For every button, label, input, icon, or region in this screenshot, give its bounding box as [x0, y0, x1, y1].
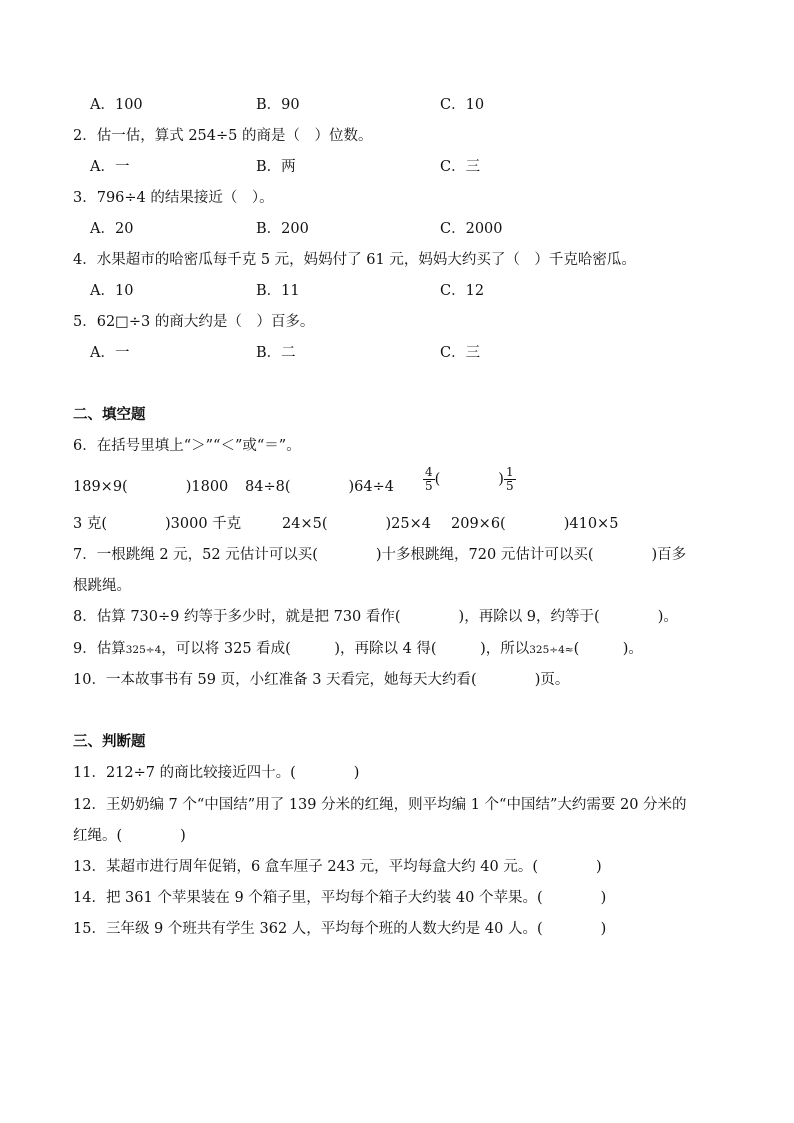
option-c: C．12 [440, 283, 485, 299]
question-12: 12．王奶奶编 7 个“中国结”用了 139 分米的红绳，则平均编 1 个“中国结”大约需要 20 分米的 [73, 797, 687, 813]
question-3: 3．796÷4 的结果接近（ ）。 [73, 190, 274, 206]
denominator: 5 [425, 479, 433, 493]
q1-options [90, 95, 710, 115]
question-7: 7．一根跳绳 2 元，52 元估计可以买( )十多根跳绳，720 元估计可以买( )百多 [73, 547, 687, 563]
option-a: A．100 [90, 97, 143, 113]
question-9 [73, 639, 643, 660]
q9-expression: 325÷4 [125, 644, 162, 656]
option-b: B．两 [256, 159, 296, 175]
q6-item-6: 209×6( )410×5 [451, 516, 619, 532]
question-15: 15．三年级 9 个班共有学生 362 人，平均每个班的人数大约是 40 人。( ) [73, 921, 607, 937]
question-13: 13．某超市进行周年促销，6 盒车厘子 243 元，平均每盒大约 40 元。( ) [73, 859, 602, 875]
denominator: 5 [505, 479, 514, 493]
question-7-cont: 根跳绳。 [73, 578, 131, 594]
question-11: 11．212÷7 的商比较接近四十。( ) [73, 765, 360, 781]
option-c: C．10 [440, 97, 485, 113]
option-c: C．2000 [440, 221, 503, 237]
q6-item-3 [423, 466, 516, 493]
option-a: A．一 [90, 159, 130, 175]
q5-options [90, 343, 710, 363]
question-4: 4．水果超市的哈密瓜每千克 5 元，妈妈付了 61 元，妈妈大约买了（ ）千克哈密瓜。 [73, 252, 636, 268]
option-c: C．三 [440, 345, 481, 361]
q3-options [90, 219, 710, 239]
q6-item-1: 189×9( )1800 [73, 479, 229, 495]
q6-item-5: 24×5( )25×4 [282, 516, 431, 532]
q6-item-2: 84÷8( )64÷4 [245, 479, 394, 495]
option-b: B．90 [256, 97, 300, 113]
option-a: A．10 [90, 283, 134, 299]
q9-approx-expression: 325÷4≈ [529, 644, 574, 656]
fraction-four-fifths [423, 466, 435, 493]
option-a: A．一 [90, 345, 130, 361]
option-b: B．200 [256, 221, 309, 237]
question-12-cont: 红绳。( ) [73, 828, 186, 844]
numerator: 4 [425, 465, 433, 479]
question-10: 10．一本故事书有 59 页，小红准备 3 天看完，她每天大约看( )页。 [73, 672, 570, 688]
question-8: 8．估算 730÷9 约等于多少时，就是把 730 看作( )，再除以 9，约等于( )。 [73, 609, 678, 625]
q9-suffix: ( )。 [573, 641, 643, 657]
fraction-one-fifth [504, 466, 516, 493]
q2-options [90, 157, 710, 177]
question-6: 6．在括号里填上“＞”“＜”或“＝”。 [73, 438, 301, 454]
option-b: B．11 [256, 283, 300, 299]
numerator: 1 [505, 465, 514, 479]
compare-blank: ( ) [434, 471, 504, 488]
q4-options [90, 281, 710, 301]
question-5: 5．62□÷3 的商大约是（ ）百多。 [73, 314, 315, 330]
option-c: C．三 [440, 159, 481, 175]
q9-middle: ，可以将 325 看成( )，再除以 4 得( )，所以 [161, 641, 530, 657]
option-a: A．20 [90, 221, 134, 237]
option-b: B．二 [256, 345, 296, 361]
section-fill-in: 二、填空题 [73, 406, 146, 423]
section-true-false: 三、判断题 [73, 733, 146, 750]
question-14: 14．把 361 个苹果装在 9 个箱子里，平均每个箱子大约装 40 个苹果。( ) [73, 890, 607, 906]
q9-prefix: 9．估算 [73, 641, 126, 657]
q6-item-4: 3 克( )3000 千克 [73, 516, 242, 532]
question-2: 2．估一估，算式 254÷5 的商是（ ）位数。 [73, 128, 373, 144]
